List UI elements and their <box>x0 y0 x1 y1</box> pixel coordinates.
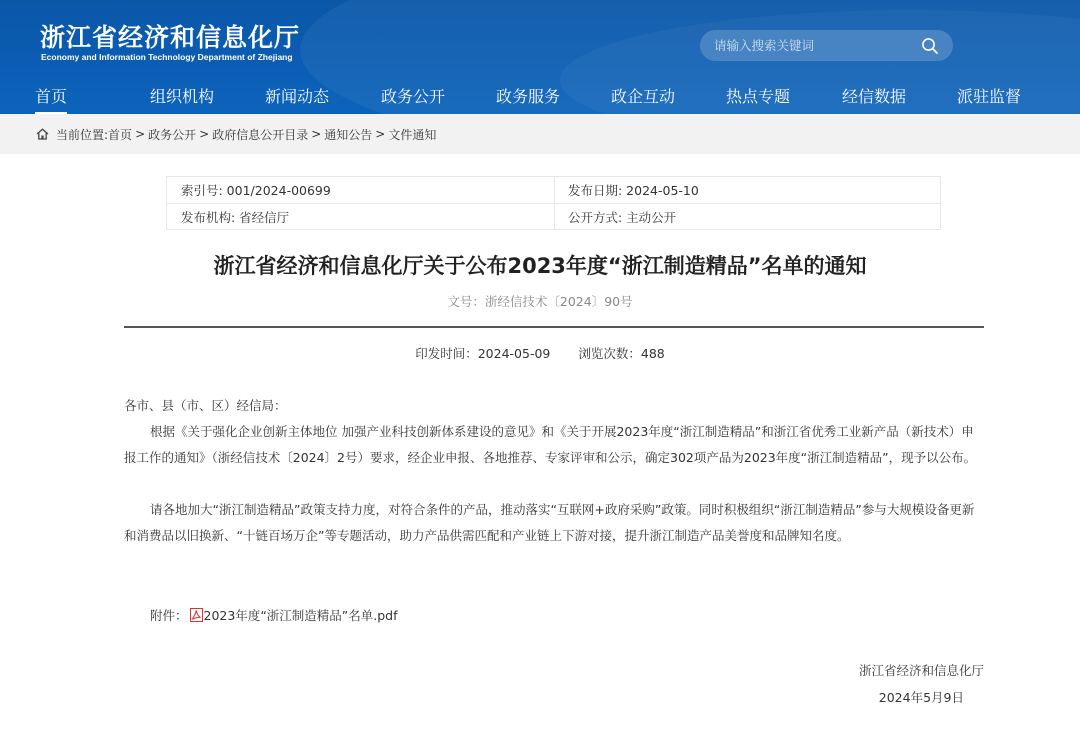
site-logo-subtitle: Economy and Information Technology Department of Zhejiang <box>41 52 293 62</box>
attachment <box>150 606 398 624</box>
search-icon[interactable] <box>921 37 939 55</box>
issue-date: 印发时间：2024-05-09 <box>415 346 551 361</box>
attachment-link[interactable]: 2023年度“浙江制造精品”名单.pdf <box>203 608 398 623</box>
breadcrumb-item-notices[interactable]: 通知公告 <box>324 127 373 142</box>
pdf-icon <box>190 608 203 622</box>
search-input[interactable] <box>714 38 914 53</box>
breadcrumb-item-file-notices[interactable]: 文件通知 <box>388 127 437 142</box>
meta-index-number: 索引号: 001/2024-00699 <box>181 183 331 198</box>
site-logo-title[interactable]: 浙江省经济和信息化厅 <box>40 23 301 52</box>
body-paragraph: 根据《关于强化企业创新主体地位 加强产业科技创新体系建设的意见》和《关于开展2023年度“浙江制造精品”和浙江省优秀工业新产品（新技术）申报工作的通知》（浙经信技术〔2024〕2号）要求，经企业申报、各地推荐、专家评审和公示，确定302项产品为2023年度“浙江制造精品”，现予以公布。 <box>124 424 977 465</box>
breadcrumb-item-catalog[interactable]: 政府信息公开目录 <box>212 127 309 142</box>
signature-organization: 浙江省经济和信息化厅 <box>858 663 984 678</box>
title-divider <box>124 326 984 328</box>
site-header <box>0 0 1080 114</box>
breadcrumb-separator: > <box>135 127 146 141</box>
attachment-label: 附件： <box>150 608 188 623</box>
nav-item-home[interactable]: 首页 <box>35 84 67 107</box>
nav-item-interaction[interactable]: 政企互动 <box>611 87 676 106</box>
meta-publisher: 发布机构: 省经信厅 <box>181 210 290 225</box>
nav-item-data[interactable]: 经信数据 <box>842 87 907 106</box>
document-title: 浙江省经济和信息化厅关于公布2023年度“浙江制造精品”名单的通知 <box>213 254 867 278</box>
nav-item-topics[interactable]: 热点专题 <box>726 87 791 106</box>
nav-item-government-affairs[interactable]: 政务公开 <box>381 87 446 106</box>
nav-item-organization[interactable]: 组织机构 <box>150 87 215 106</box>
meta-disclosure-method: 公开方式: 主动公开 <box>568 210 677 225</box>
main-nav <box>0 80 1080 114</box>
nav-item-supervision[interactable]: 派驻监督 <box>957 87 1022 106</box>
document-meta-table <box>166 176 941 230</box>
breadcrumb-separator: > <box>375 127 386 141</box>
view-count: 浏览次数：488 <box>578 346 665 361</box>
body-paragraph: 请各地加大“浙江制造精品”政策支持力度，对符合条件的产品，推动落实“互联网+政府采购”政策。同时积极组织“浙江制造精品”参与大规模设备更新和消费品以旧换新、“十链百场万企”等专题活动，助力产品供需匹配和产业链上下游对接，提升浙江制造产品美誉度和品牌知名度。 <box>124 502 975 543</box>
breadcrumb-item-home[interactable]: 首页 <box>108 127 133 142</box>
signature-date: 2024年5月9日 <box>878 690 964 705</box>
nav-item-news[interactable]: 新闻动态 <box>265 87 330 106</box>
publication-info <box>0 344 1080 362</box>
document-number: 文号：浙经信技术〔2024〕90号 <box>447 294 633 309</box>
breadcrumb <box>0 114 1080 154</box>
breadcrumb-separator: > <box>311 127 322 141</box>
breadcrumb-prefix: 当前位置: <box>56 127 109 142</box>
home-icon <box>36 128 49 140</box>
search-box <box>700 30 953 61</box>
meta-publish-date: 发布日期: 2024-05-10 <box>568 183 699 198</box>
nav-item-services[interactable]: 政务服务 <box>496 87 561 106</box>
breadcrumb-separator: > <box>199 127 210 141</box>
breadcrumb-item-government-affairs[interactable]: 政务公开 <box>148 127 197 142</box>
salutation: 各市、县（市、区）经信局： <box>124 398 287 413</box>
